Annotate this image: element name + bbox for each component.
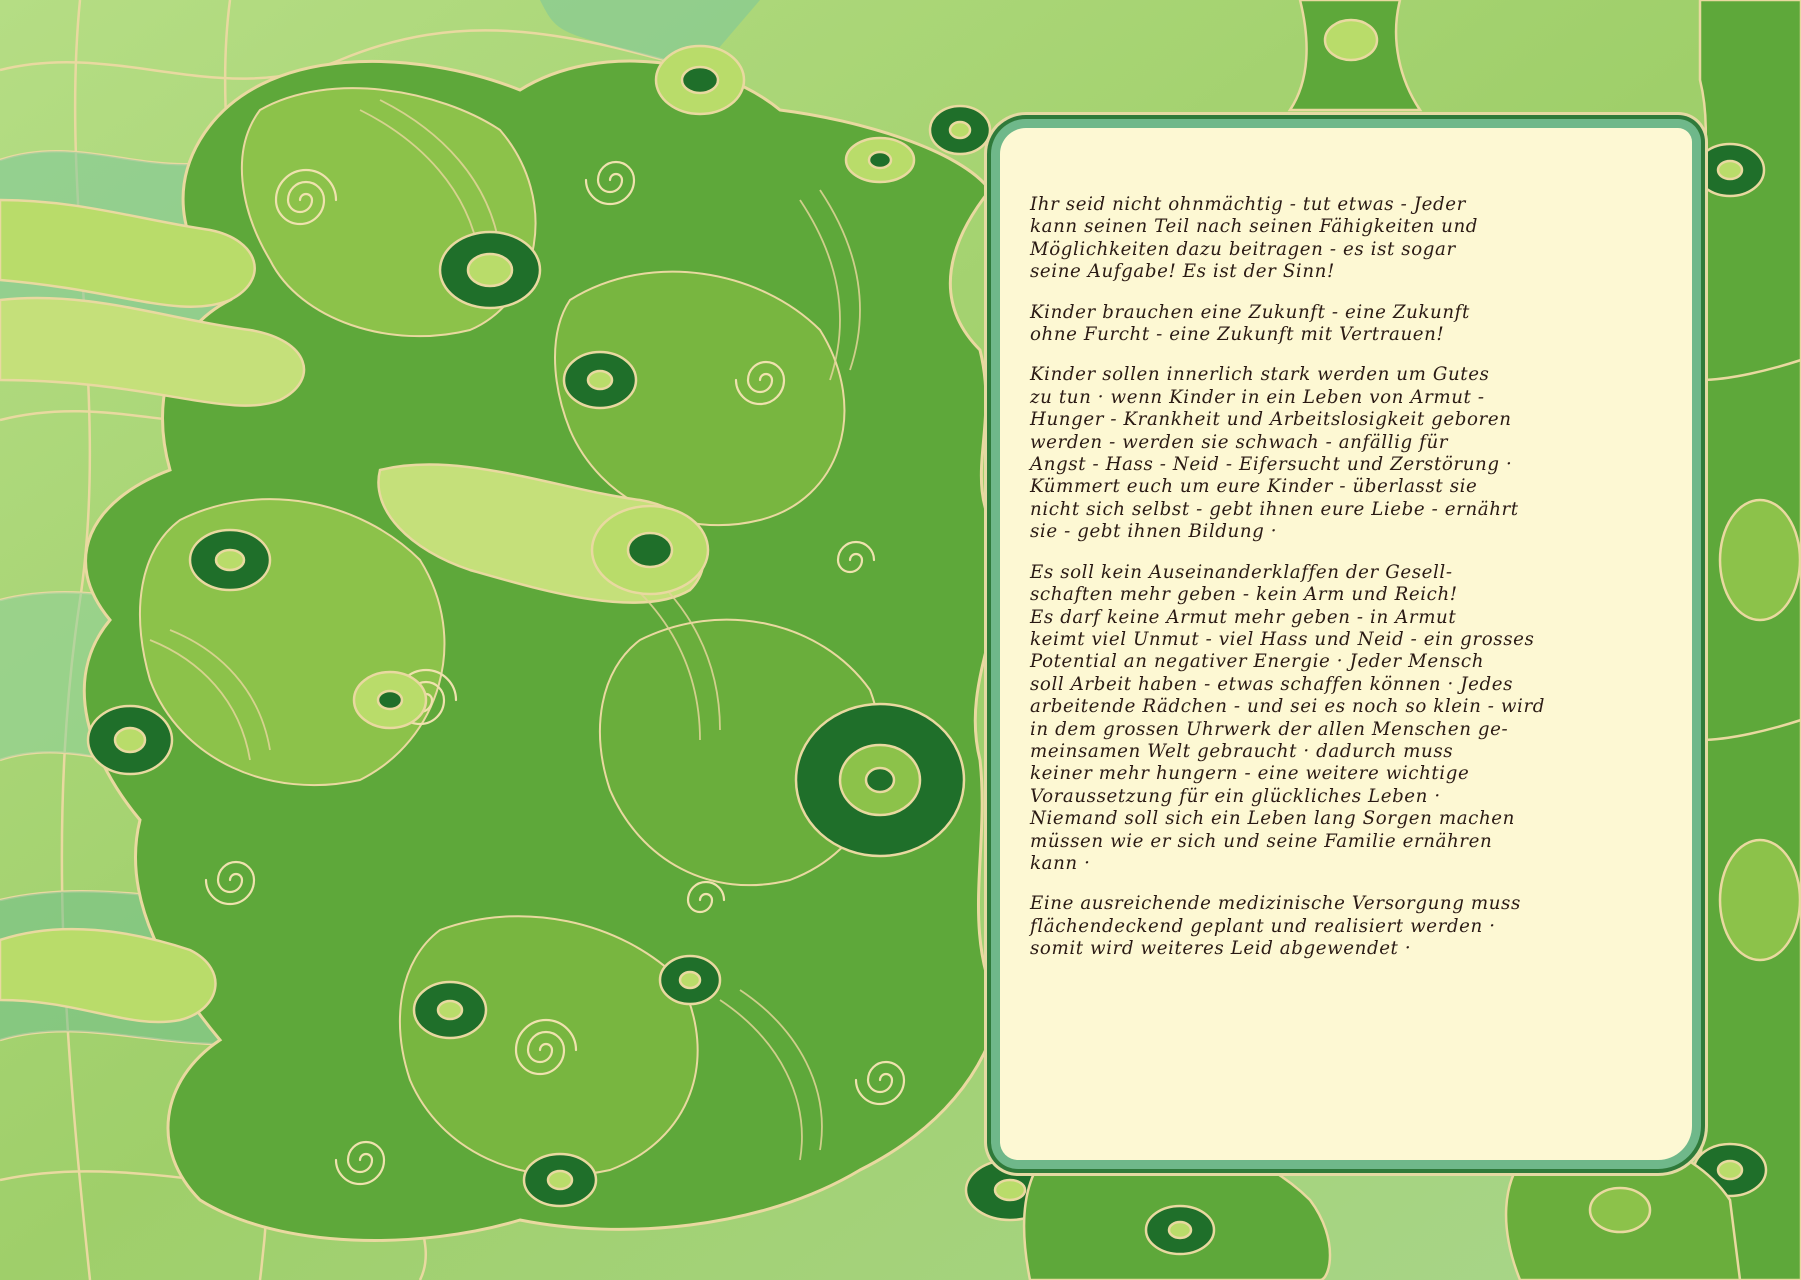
text-paragraph-3: Kinder sollen innerlich stark werden um Gutes zu tun · wenn Kinder in ein Leben von Armut - Hunger - Krankheit und Arbeitslosigkeit geboren werden - werden sie schwach - anfällig für Angst - Hass - Neid - Eifersucht und Zerstörung · Kümmert euch um eure Kinder - überlasst sie nicht sich selbst - gebt ihnen eure Liebe - ernährt sie - gebt ihnen Bildung · [1030, 364, 1519, 543]
text-paragraph-5: Eine ausreichende medizinische Versorgung muss flächendeckend geplant und realisiert werden · somit wird weiteres Leid abgewendet · [1030, 893, 1521, 960]
poem-text [1030, 188, 1670, 979]
text-paragraph-4: Es soll kein Auseinanderklaffen der Gesell- schaften mehr geben - kein Arm und Reich! Es darf keine Armut mehr geben - in Armut keimt viel Unmut - viel Hass und Neid - ein grosses Potential an negativer Energie · Jeder Mensch soll Arbeit haben - etwas schaffen können · Jedes arbeitende Rädchen - und sei es noch so klein - wird in dem grossen Uhrwerk der allen Menschen ge- meinsamen Welt gebraucht · dadurch muss keiner mehr hungern - eine weitere wichtige Voraussetzung für ein glückliches Leben · Niemand soll sich ein Leben lang Sorgen machen müssen wie er sich und seine Familie ernähren kann · [1030, 561, 1546, 874]
text-paragraph-1: Ihr seid nicht ohnmächtig - tut etwas - Jeder kann seinen Teil nach seinen Fähigkeiten und Möglichkeiten dazu beitragen - es ist sogar seine Aufgabe! Es ist der Sinn! [1030, 194, 1479, 283]
text-paragraph-2: Kinder brauchen eine Zukunft - eine Zukunft ohne Furcht - eine Zukunft mit Vertrauen! [1030, 301, 1470, 346]
